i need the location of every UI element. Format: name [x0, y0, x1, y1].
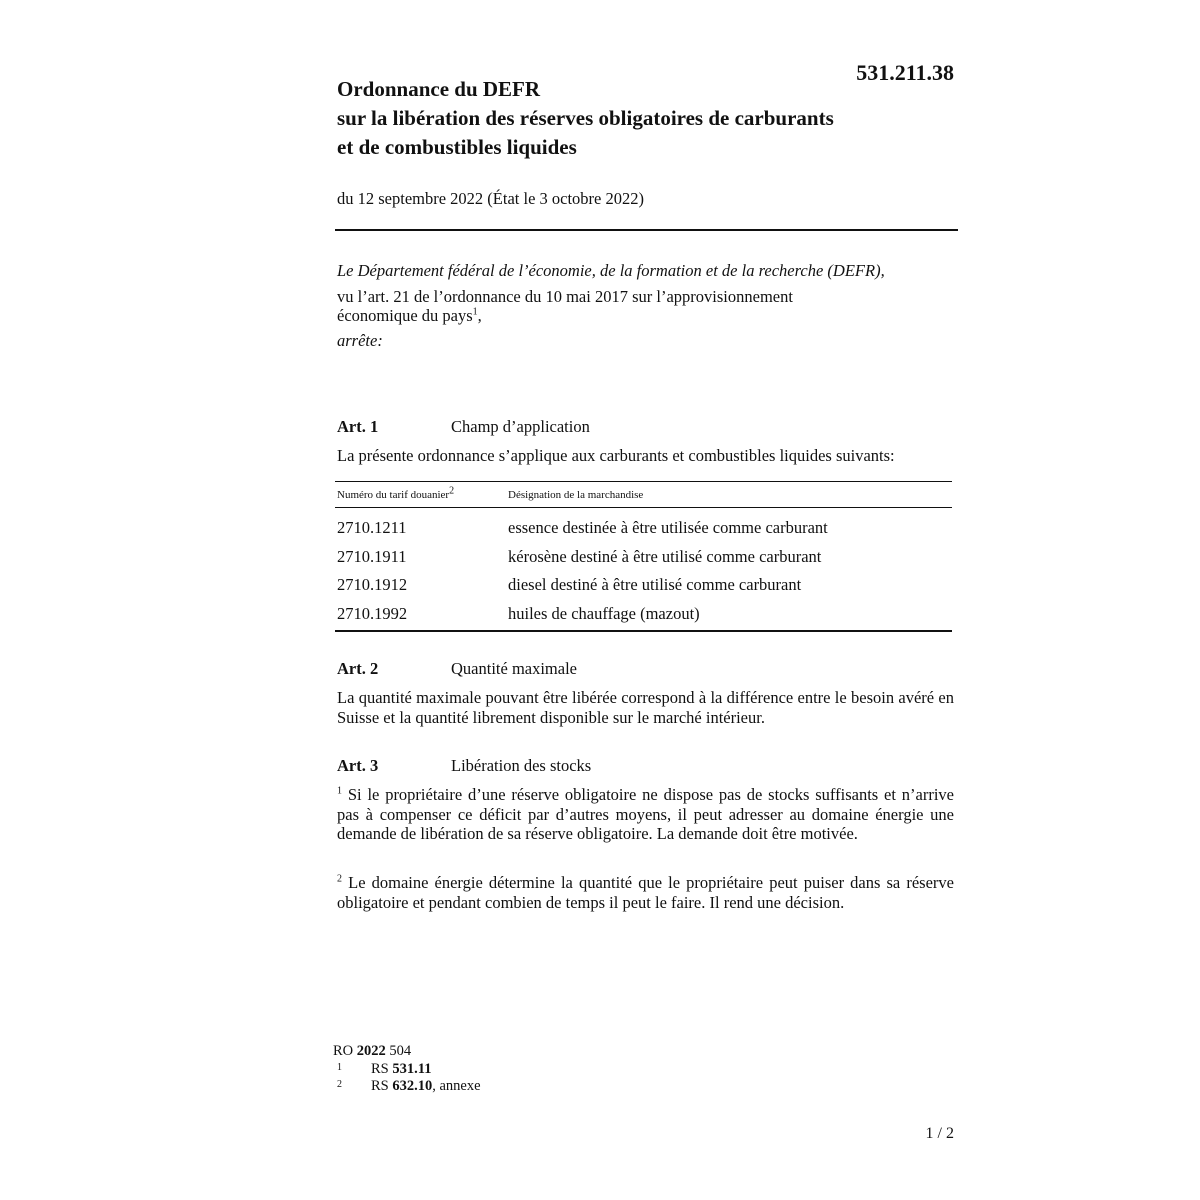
article-2-number: Art. 2	[337, 659, 379, 678]
designation-cell: kérosène destiné à être utilisé comme carburant	[508, 546, 822, 566]
footnote-mark: 1	[337, 1061, 342, 1073]
table-header-designation: Désignation de la marchandise	[508, 488, 644, 501]
footnote-mark: 2	[337, 1079, 342, 1090]
table-row	[335, 571, 952, 600]
basis-line-2: économique du pays	[337, 306, 473, 325]
header-divider	[335, 229, 958, 231]
article-1-number: Art. 1	[337, 417, 379, 436]
title-line-2: sur la libération des réserves obligatoires de carburants	[337, 106, 834, 130]
table-body	[335, 508, 952, 630]
designation-cell: huiles de chauffage (mazout)	[508, 603, 700, 623]
table-row	[335, 543, 952, 572]
footnote-2: 2 RS 632.10, annexe	[333, 1078, 481, 1096]
tariff-number-cell: 2710.1211	[337, 518, 407, 538]
title-line-1: Ordonnance du DEFR	[337, 77, 541, 101]
table-header-row	[335, 482, 952, 508]
table-header-tariff-number: Numéro du tarif douanier$^2$	[337, 484, 455, 501]
page-number: 1 / 2	[925, 1125, 954, 1142]
footnote-ref-1[interactable]: 1	[472, 306, 478, 318]
official-compilation-ref: RO 2022 504	[333, 1043, 412, 1059]
footnote-1: 1 RS 531.11	[333, 1061, 481, 1079]
article-2-heading	[337, 659, 577, 679]
basis-line-1: vu l’art. 21 de l’ordonnance du 10 mai 2017 sur l’approvisionnement	[337, 287, 793, 306]
preamble-decree: arrête:	[337, 331, 383, 350]
article-1-heading	[337, 417, 590, 437]
article-3-heading	[337, 756, 591, 776]
table-row	[335, 600, 952, 629]
article-1-title: Champ d’application	[451, 417, 590, 436]
article-2-title: Quantité maximale	[451, 659, 577, 678]
article-3-number: Art. 3	[337, 756, 379, 775]
article-1-text: La présente ordonnance s’applique aux carburants et combustibles liquides suivants:	[337, 446, 895, 465]
tariff-number-cell: 2710.1911	[337, 546, 407, 566]
title-line-3: et de combustibles liquides	[337, 135, 577, 159]
basis-end: ,	[477, 306, 482, 325]
document-title	[337, 75, 937, 162]
preamble-legal-basis	[337, 287, 957, 325]
preamble-authority: Le Département fédéral de l’économie, de la formation et de la recherche (DEFR),	[337, 261, 885, 280]
article-2-text: La quantité maximale pouvant être libérée correspond à la différence entre le besoin avéré en Suisse et la quantité librement disponible sur le marché intérieur.	[337, 688, 954, 727]
paragraph-mark-2: 2	[337, 873, 342, 885]
tariff-number-cell: 2710.1912	[337, 575, 408, 595]
footnote-link[interactable]: 531.11	[392, 1060, 432, 1077]
sr-number: 531.211.38	[856, 60, 954, 85]
article-3-title: Libération des stocks	[451, 756, 592, 775]
designation-cell: essence destinée à être utilisée comme carburant	[508, 518, 828, 538]
preamble	[337, 261, 957, 350]
article-3-paragraph-1: $^1$ Si le propriétaire d’une réserve obligatoire ne dispose pas de stocks suffisants et n’arrive pas à compenser ce déficit par d’autres moyens, il peut adresser au domaine énergie une demande de libération de sa réserve obligatoire. La demande doit être motivée.	[337, 785, 955, 843]
article-3-paragraph-2: $^2$ Le domaine énergie détermine la quantité que le propriétaire peut puiser dans sa réserve obligatoire et pendant combien de temps il peut le faire. Il rend une décision.	[337, 873, 954, 912]
tariff-table	[335, 481, 952, 632]
paragraph-mark-1: 1	[337, 785, 342, 797]
footnotes	[333, 1043, 481, 1096]
designation-cell: diesel destiné à être utilisé comme carburant	[508, 575, 802, 595]
footnote-ref-2[interactable]: 2	[449, 484, 455, 496]
footnote-link[interactable]: 632.10	[392, 1078, 433, 1094]
date-line: du 12 septembre 2022 (État le 3 octobre 2022)	[337, 189, 644, 208]
table-row	[335, 514, 952, 543]
tariff-number-cell: 2710.1992	[337, 603, 408, 623]
